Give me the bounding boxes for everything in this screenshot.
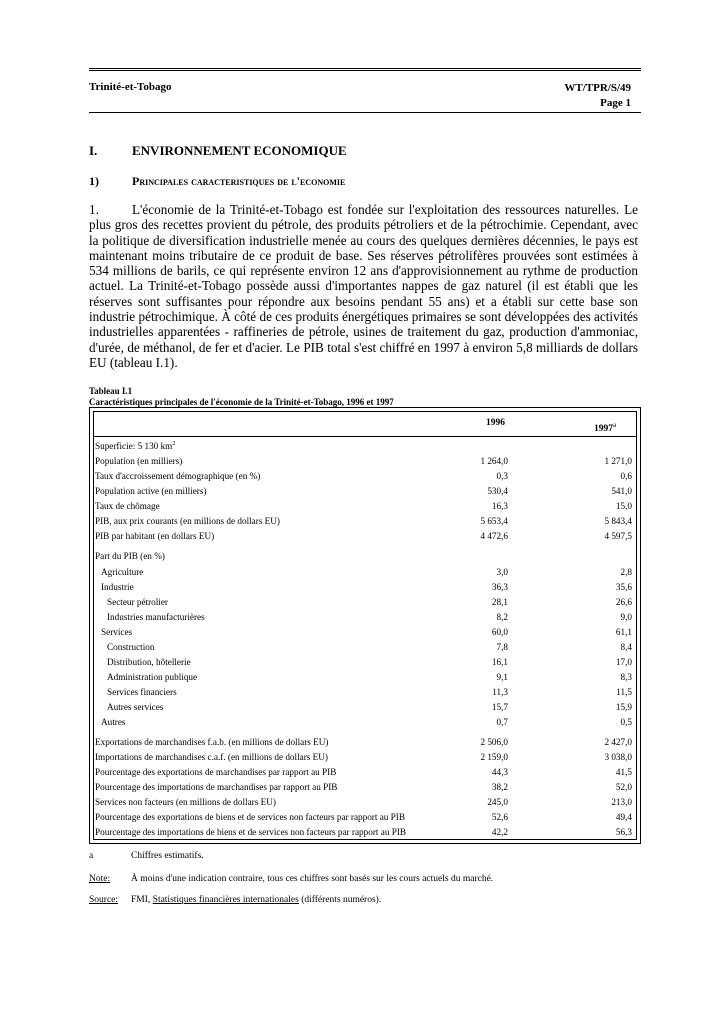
row-value-1996: 530,4: [487, 486, 508, 496]
table-number: Tableau I.1: [89, 386, 133, 396]
table-row: [94, 752, 636, 767]
row-label: Population (en milliers): [95, 456, 183, 466]
row-value-1997: 52,0: [615, 782, 632, 792]
row-value-1996: 11,3: [492, 687, 508, 697]
table-row: [94, 551, 636, 566]
footnote-source-prefix: FMI,: [131, 895, 153, 905]
table-row: [94, 582, 636, 597]
row-value-1997: 541,0: [611, 486, 632, 496]
superficie-unit-sup: 2: [172, 441, 176, 447]
table-row: [94, 627, 636, 642]
row-label: Industrie: [101, 582, 134, 592]
table-row: [94, 717, 636, 732]
row-label: Secteur pétrolier: [107, 597, 168, 607]
row-value-1997: 56,3: [615, 827, 632, 837]
row-value-1996: 0,3: [496, 471, 508, 481]
row-value-1996: 42,2: [491, 827, 508, 837]
paragraph-1: [89, 202, 638, 370]
footnote-source-key: Source:: [89, 895, 119, 905]
row-label: Pourcentage des importations de marchandises par rapport au PIB: [95, 782, 338, 792]
row-label: Agriculture: [101, 567, 144, 577]
superficie-label: Superficie: 5 130 km: [95, 441, 173, 452]
row-label: Services: [101, 627, 133, 637]
row-value-1996: 36,3: [491, 582, 508, 592]
row-value-1996: 2 159,0: [480, 752, 508, 762]
table-row: [94, 767, 636, 782]
table-row: [94, 567, 636, 582]
table-row: [94, 516, 636, 531]
row-value-1997: 8,4: [620, 642, 632, 652]
section-title: ENVIRONNEMENT ECONOMIQUE: [132, 143, 347, 158]
subsection-number: 1): [89, 174, 99, 188]
footnote-source: [89, 895, 381, 905]
row-value-1996: 28,1: [491, 597, 508, 607]
row-value-1996: 4 472,6: [480, 531, 508, 541]
row-label: Exportations de marchandises f.a.b. (en millions de dollars EU): [95, 737, 329, 747]
row-label: PIB, aux prix courants (en millions de dollars EU): [95, 516, 280, 526]
table-row: [94, 501, 636, 516]
row-value-1996: 3,0: [496, 567, 508, 577]
table-row: [94, 672, 636, 687]
row-value-1996: 16,1: [491, 657, 508, 667]
table-row: [94, 486, 636, 501]
table-row: [94, 687, 636, 702]
row-value-1997: 2,8: [620, 567, 632, 577]
row-value-1996: 245,0: [487, 797, 508, 807]
row-value-1996: 0,7: [496, 717, 508, 727]
header-doc-ref: [564, 81, 631, 111]
footnote-source-suffix: (différents numéros).: [298, 895, 382, 905]
table-row: [94, 441, 636, 456]
paragraph-text: L'économie de la Trinité-et-Tobago est fondée sur l'exploitation des ressources naturelles. Le plus gros des recettes provient du pétrole, des produits pétroliers et de la pétrochimie. Cependant, avec la politique de diversification industrielle menée au cours des quelques dernières décennies, le pays est maintenant moins tributaire de ce produit de base. Ses réserves pétrolifères prouvées sont estimées à 534 millions de barils, ce qui représente environ 12 ans d'approvisionnement au rythme de production actuel. La Trinité-et-Tobago possède aussi d'importantes nappes de gaz naturel (il est établi que les réserves sont suffisantes pour répondre aux besoins pendant 55 ans) et a établi sur cette base son industrie pétrochimique. À côté de ces produits énergétiques primaires se sont développées des activités industrielles apparentées - raffineries de pétrole, usines de traitement du gaz, production d'ammoniac, d'urée, de méthanol, de fer et d'acier. Le PIB total s'est chiffré en 1997 à environ 5,8 milliards de dollars EU (tableau I.1).: [89, 202, 638, 370]
subsection-title: Principales caracteristiques de l'economie: [132, 174, 346, 188]
row-label: Pourcentage des importations de biens et de services non facteurs par rapport au PIB: [95, 827, 407, 837]
row-value-1997: 1 271,0: [604, 456, 632, 466]
row-value-1996: 15,7: [491, 702, 508, 712]
row-value-1996: 16,3: [491, 501, 508, 511]
header-doc-symbol: WT/TPR/S/49: [564, 82, 631, 94]
table-row: [94, 827, 636, 842]
row-value-1997: 15,9: [615, 702, 632, 712]
table-caption: Caractéristiques principales de l'économie de la Trinité-et-Tobago, 1996 et 1997: [89, 397, 394, 407]
table-row: [94, 702, 636, 717]
row-value-1997: 9,0: [620, 612, 632, 622]
table-row: [94, 782, 636, 797]
row-label: Services financiers: [107, 687, 177, 697]
row-value-1997: 11,5: [616, 687, 632, 697]
footnote-a-text: Chiffres estimatifs.: [131, 851, 204, 861]
table-row: [94, 812, 636, 827]
row-value-1996: 44,3: [491, 767, 508, 777]
table-row: [94, 612, 636, 627]
economic-table: [89, 407, 641, 844]
row-label: [95, 441, 175, 451]
table-frame: [93, 411, 637, 840]
table-row: [94, 471, 636, 486]
row-label: Autres services: [107, 702, 164, 712]
row-label: Pourcentage des exportations de biens et de services non facteurs par rapport au PIB: [95, 812, 405, 822]
table-row: [94, 456, 636, 471]
header-page-number: Page 1: [600, 97, 631, 109]
row-value-1996: 38,2: [491, 782, 508, 792]
col-header-1997-note: a: [613, 421, 617, 429]
row-value-1996: 1 264,0: [480, 456, 508, 466]
row-label: Importations de marchandises c.a.f. (en millions de dollars EU): [95, 752, 328, 762]
row-label: Construction: [107, 642, 155, 652]
footnote-source-title: Statistiques financières internationales: [152, 895, 299, 905]
table-row: [94, 642, 636, 657]
row-value-1996: 7,8: [496, 642, 508, 652]
footnote-note-key: Note:: [89, 874, 111, 884]
section-number: I.: [89, 143, 98, 158]
row-label: Services non facteurs (en millions de dollars EU): [95, 797, 276, 807]
row-value-1997: 49,4: [615, 812, 632, 822]
row-label: Administration publique: [107, 672, 198, 682]
row-label: Distribution, hôtellerie: [107, 657, 191, 667]
row-label: Autres: [101, 717, 126, 727]
col-header-1996: 1996: [486, 418, 505, 428]
footnote-note: [89, 874, 493, 884]
row-label: Taux d'accroissement démographique (en %): [95, 471, 261, 481]
row-value-1996: 8,2: [496, 612, 508, 622]
row-label: PIB par habitant (en dollars EU): [95, 531, 215, 541]
row-value-1997: 41,5: [615, 767, 632, 777]
row-value-1996: 52,6: [491, 812, 508, 822]
table-row: [94, 657, 636, 672]
row-label: Population active (en milliers): [95, 486, 207, 496]
footnote-a-key: a: [89, 851, 94, 861]
row-value-1997: 15,0: [615, 501, 632, 511]
row-value-1997: 4 597,5: [604, 531, 632, 541]
table-row: [94, 797, 636, 812]
paragraph-number: 1.: [89, 202, 99, 217]
row-value-1997: 26,6: [615, 597, 632, 607]
row-label: Industries manufacturières: [107, 612, 205, 622]
row-label: Part du PIB (en %): [95, 551, 165, 561]
row-value-1997: 5 843,4: [604, 516, 632, 526]
header-country: Trinité-et-Tobago: [89, 81, 172, 93]
row-value-1997: 2 427,0: [604, 737, 632, 747]
row-value-1996: 9,1: [496, 672, 508, 682]
page-header: [89, 68, 641, 113]
row-value-1997: 8,3: [620, 672, 632, 682]
row-label: Taux de chômage: [95, 501, 160, 511]
row-value-1997: 17,0: [615, 657, 632, 667]
row-value-1996: 5 653,4: [480, 516, 508, 526]
footnote-note-text: À moins d'une indication contraire, tous ces chiffres sont basés sur les cours actuels du marché.: [131, 874, 494, 884]
row-value-1997: 0,6: [620, 471, 632, 481]
row-value-1997: 35,6: [615, 582, 632, 592]
table-row: [94, 737, 636, 752]
section-heading: [89, 143, 347, 159]
row-value-1996: 2 506,0: [480, 737, 508, 747]
footnote-a: [89, 851, 204, 861]
row-value-1997: 3 038,0: [604, 752, 632, 762]
table-row: [94, 531, 636, 546]
row-value-1996: 60,0: [491, 627, 508, 637]
col-header-1997-label: 1997: [594, 424, 613, 435]
table-row: [94, 597, 636, 612]
row-value-1997: 0,5: [620, 717, 632, 727]
subsection-heading: [89, 174, 345, 189]
table-header: [94, 412, 636, 437]
row-value-1997: 61,1: [615, 627, 632, 637]
row-label: Pourcentage des exportations de marchandises par rapport au PIB: [95, 767, 337, 777]
row-value-1997: 213,0: [611, 797, 632, 807]
col-header-1997: [594, 421, 616, 434]
